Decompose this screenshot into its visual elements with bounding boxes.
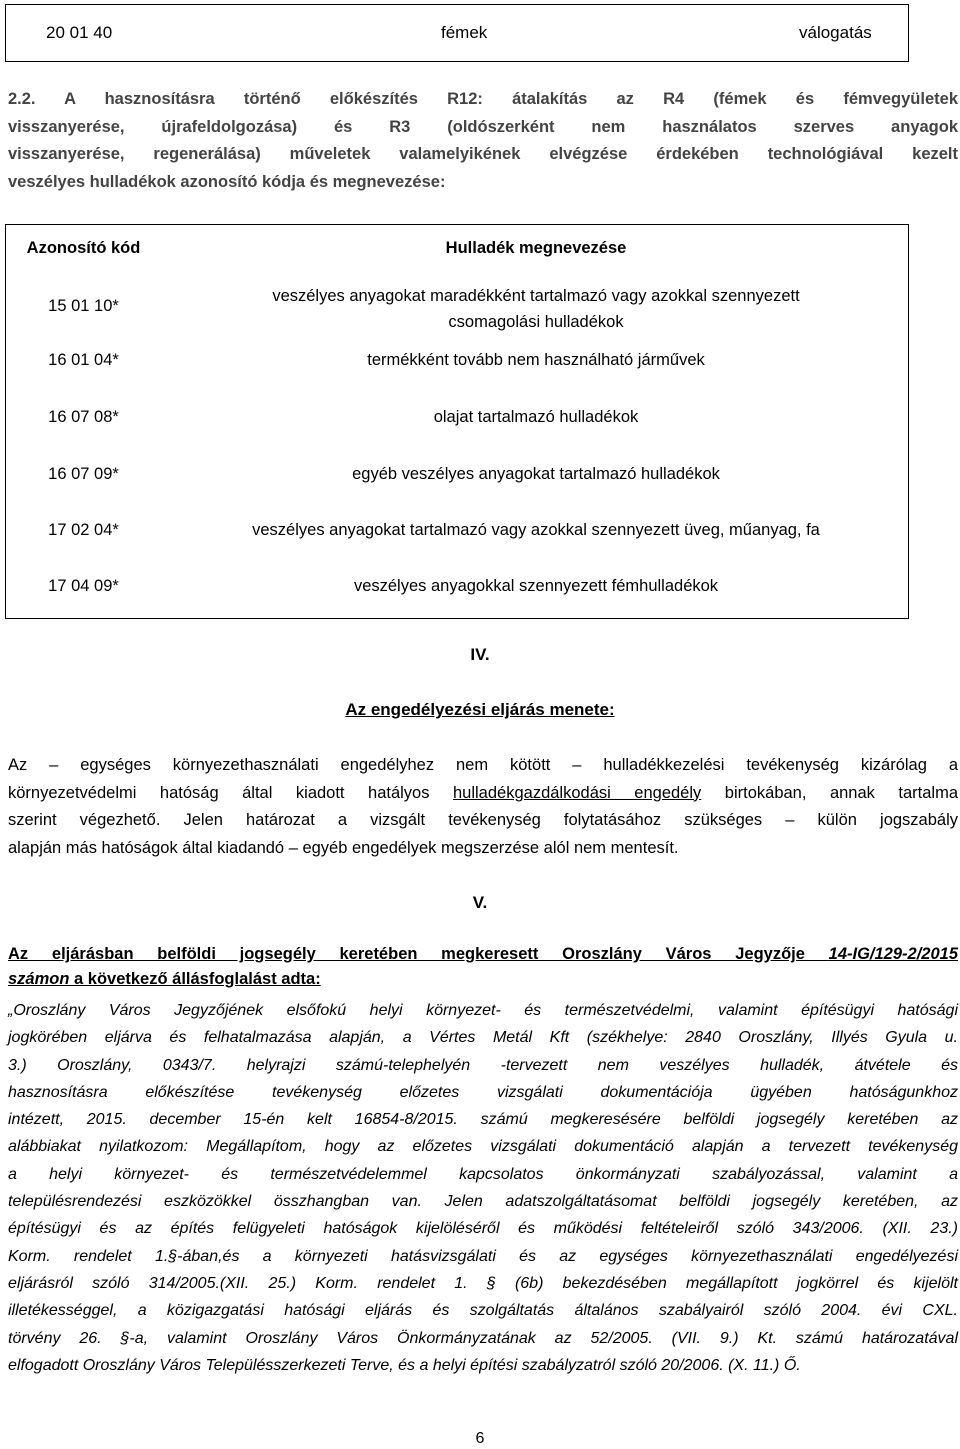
section-2-2-line: visszanyerése, regenerálása) műveletek valamelyikének elvégzése érdekében technológiával kezelt (8, 145, 958, 163)
paragraph-text: birtokában, annak tartalma (701, 783, 959, 802)
reference-word: számon (8, 970, 70, 988)
quote-line: intézett, 2015. december 15-én kelt 16854-8/2015. számú megkeresésére belföldi jogsegély keretében az (8, 1111, 958, 1129)
quote-line: 3.) Oroszlány, 0343/7. helyrajzi számú-telephelyén -tervezett nem veszélyes hulladék, átvétele és (8, 1056, 958, 1074)
section-2-2-heading (8, 86, 958, 196)
quote-line: eljárásról szóló 314/2005.(XII. 25.) Korm. rendelet 1. § (6b) bekezdésében megállapított jogkörrel és kijelölt (8, 1274, 958, 1292)
section-2-2-line: 2.2. A hasznosításra történő előkészítés R12: átalakítás az R4 (fémek és fémvegyületek (8, 90, 958, 108)
waste-code: 15 01 10* (48, 297, 119, 315)
page-number: 6 (475, 1430, 485, 1447)
quote-line: „Oroszlány Város Jegyzőjének elsőfokú helyi környezet- és természetvédelmi, valamint építésügyi hatósági (8, 1002, 958, 1019)
quote-line: jogkörében eljárva és felhatalmazása alapján, a Vértes Metál Kft (székhelye: 2840 Oroszlány, Illyés Gyula u. (8, 1029, 958, 1047)
header-name: fémek (441, 23, 488, 42)
quote-line: alábbiakat nyilatkozom: Megállapítom, hogy az előzetes vizsgálati dokumentáció alapján a tervezett tevékenység (8, 1138, 958, 1156)
section-iv-title: Az engedélyezési eljárás menete: (345, 700, 615, 719)
section-v-number: V. (472, 893, 488, 912)
waste-code: 17 04 09* (48, 577, 119, 595)
section-2-2-line: visszanyerése, újrafeldolgozása) és R3 (oldószerként nem használatos szerves anyagok (8, 117, 958, 136)
section-iv-paragraph (8, 752, 958, 862)
permit-link-text: hulladékgazdálkodási engedély (453, 783, 702, 802)
header-waste-row (5, 4, 909, 62)
quote-line: településrendezési eszközökkel összhangban van. Jelen adatszolgáltatásomat belföldi jogsegély keretében, az (8, 1193, 958, 1211)
intro-text: a következő állásfoglalást adta: (69, 970, 321, 988)
quote-line: a helyi környezet- és természetvédelemmel kapcsolatos önkormányzati szabályozással, valamint a (8, 1165, 958, 1183)
section-v-intro (8, 942, 958, 992)
waste-name: egyéb veszélyes anyagokat tartalmazó hulladékok (352, 465, 720, 483)
reference-number: 14-IG/129-2/2015 (828, 945, 958, 963)
header-operation: válogatás (799, 23, 872, 42)
quote-line: építésügyi és az építés felügyeleti hatóságok kijelöléséről és működési feltételeiről szóló 343/2006. (XII. 23.) (8, 1220, 958, 1238)
quote-line: törvény 26. §-a, valamint Oroszlány Város Önkormányzatának az 52/2005. (VII. 9.) Kt. számú határozatával (8, 1329, 958, 1347)
waste-code: 17 02 04* (48, 521, 119, 539)
paragraph-text: környezetvédelmi hatóság által kiadott hatályos (8, 783, 453, 802)
quote-line: illetékességgel, a közigazgatási hatósági eljárás és szolgáltatás általános szabályairól szóló 2004. évi CXL. (8, 1302, 958, 1320)
quote-line: hasznosításra előkészítése tevékenység előzetes vizsgálati dokumentációja ügyében hatóságunkhoz (8, 1083, 958, 1101)
waste-name: olajat tartalmazó hulladékok (433, 408, 639, 426)
section-iv-number: IV. (470, 645, 490, 664)
section-v-quote (8, 997, 958, 1379)
quote-line: elfogadott Oroszlány Város Településszerkezeti Terve, és a helyi építési szabályzatról szóló 20/2006. (X. 11.) Ő. (8, 1356, 801, 1374)
waste-name: veszélyes anyagokkal szennyezett fémhulladékok (353, 577, 719, 595)
waste-name-line: veszélyes anyagokat maradékként tartalmazó vagy azokkal szennyezett (272, 287, 800, 305)
column-header-code: Azonosító kód (26, 239, 141, 257)
waste-name (166, 283, 906, 335)
intro-line (8, 942, 958, 967)
waste-code: 16 07 09* (48, 465, 119, 483)
waste-name: termékként tovább nem használható járművek (367, 351, 705, 369)
waste-code: 16 01 04* (48, 351, 119, 369)
paragraph-line: alapján más hatóságok által kiadandó – egyéb engedélyek megszerzése alól nem mentesít. (8, 838, 679, 857)
header-code: 20 01 40 (46, 23, 113, 42)
waste-name: veszélyes anyagokat tartalmazó vagy azokkal szennyezett üveg, műanyag, fa (252, 521, 820, 539)
paragraph-line: szerint végezhető. Jelen határozat a vizsgált tevékenység folytatásához szükséges – külön jogszabály (8, 811, 958, 829)
paragraph-line: Az – egységes környezethasználati engedélyhez nem kötött – hulladékkezelési tevékenység kizárólag a (8, 756, 958, 774)
intro-line (8, 967, 958, 992)
column-header-name: Hulladék megnevezése (445, 239, 627, 257)
waste-name-line: csomagolási hulladékok (448, 313, 624, 331)
quote-line: Korm. rendelet 1.§-ában,és a környezeti hatásvizsgálati és az egységes környezethasználati engedélyezési (8, 1247, 958, 1265)
section-2-2-line: veszélyes hulladékok azonosító kódja és megnevezése: (8, 172, 446, 191)
waste-code: 16 07 08* (48, 408, 119, 426)
intro-text: Az eljárásban belföldi jogsegély keretében megkeresett Oroszlány Város Jegyzője (8, 945, 829, 963)
paragraph-line (8, 780, 958, 808)
waste-table (5, 224, 909, 619)
